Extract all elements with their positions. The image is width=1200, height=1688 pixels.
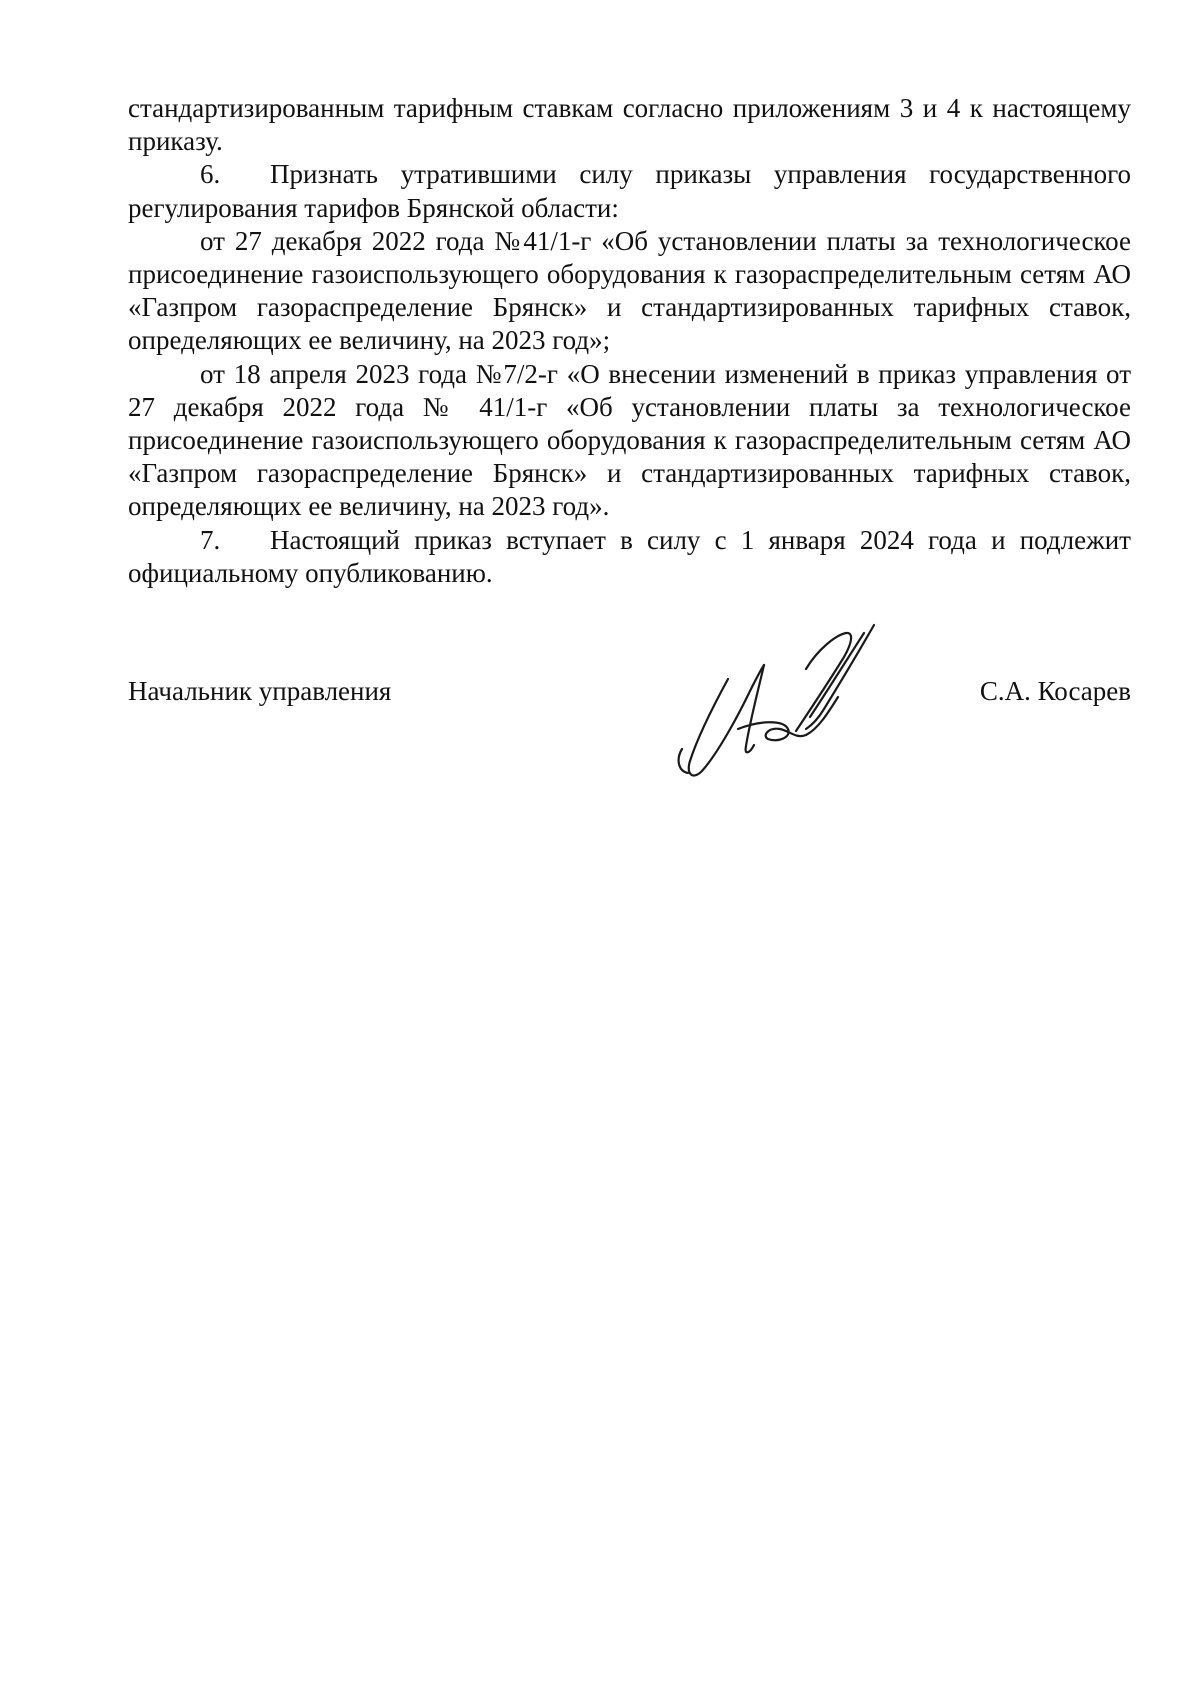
paragraph-repealed-order-1: от 27 декабря 2022 года №41/1-г «Об установлении платы за технологическое присоединение газоиспользующего оборудования к газораспределительным сетям АО «Газпром газораспределение Брянск» и стандартизированных тарифных ставок, определяющих ее величину, на 2023 год»; xyxy=(128,225,1131,356)
paragraph-item-6 xyxy=(128,158,1131,224)
signatory-position: Начальник управления xyxy=(128,676,392,706)
document-body xyxy=(128,92,1131,590)
paragraph-item-7 xyxy=(128,524,1131,590)
item-6-number: 6. xyxy=(200,159,221,190)
paragraph-intro: стандартизированным тарифным ставкам согласно приложениям 3 и 4 к настоящему приказу. xyxy=(128,93,1131,157)
paragraph-repealed-order-2: от 18 апреля 2023 года №7/2-г «О внесении изменений в приказ управления от 27 декабря 2022 года № 41/1-г «Об установлении платы за технологическое присоединение газоиспользующего оборудования к газораспределительным сетям АО «Газпром газораспределение Брянск» и стандартизированных тарифных ставок, определяющих ее величину, на 2023 год». xyxy=(128,358,1131,522)
signature-block xyxy=(128,676,1131,796)
item-6-text: Признать утратившими силу приказы управления государственного регулирования тарифов Брянской области: xyxy=(128,159,1131,223)
item-7-number: 7. xyxy=(200,524,221,555)
signatory-name: С.А. Косарев xyxy=(979,676,1131,706)
item-7-text: Настоящий приказ вступает в силу с 1 января 2024 года и подлежит официальному опубликованию. xyxy=(128,524,1131,588)
handwritten-signature xyxy=(668,621,928,796)
